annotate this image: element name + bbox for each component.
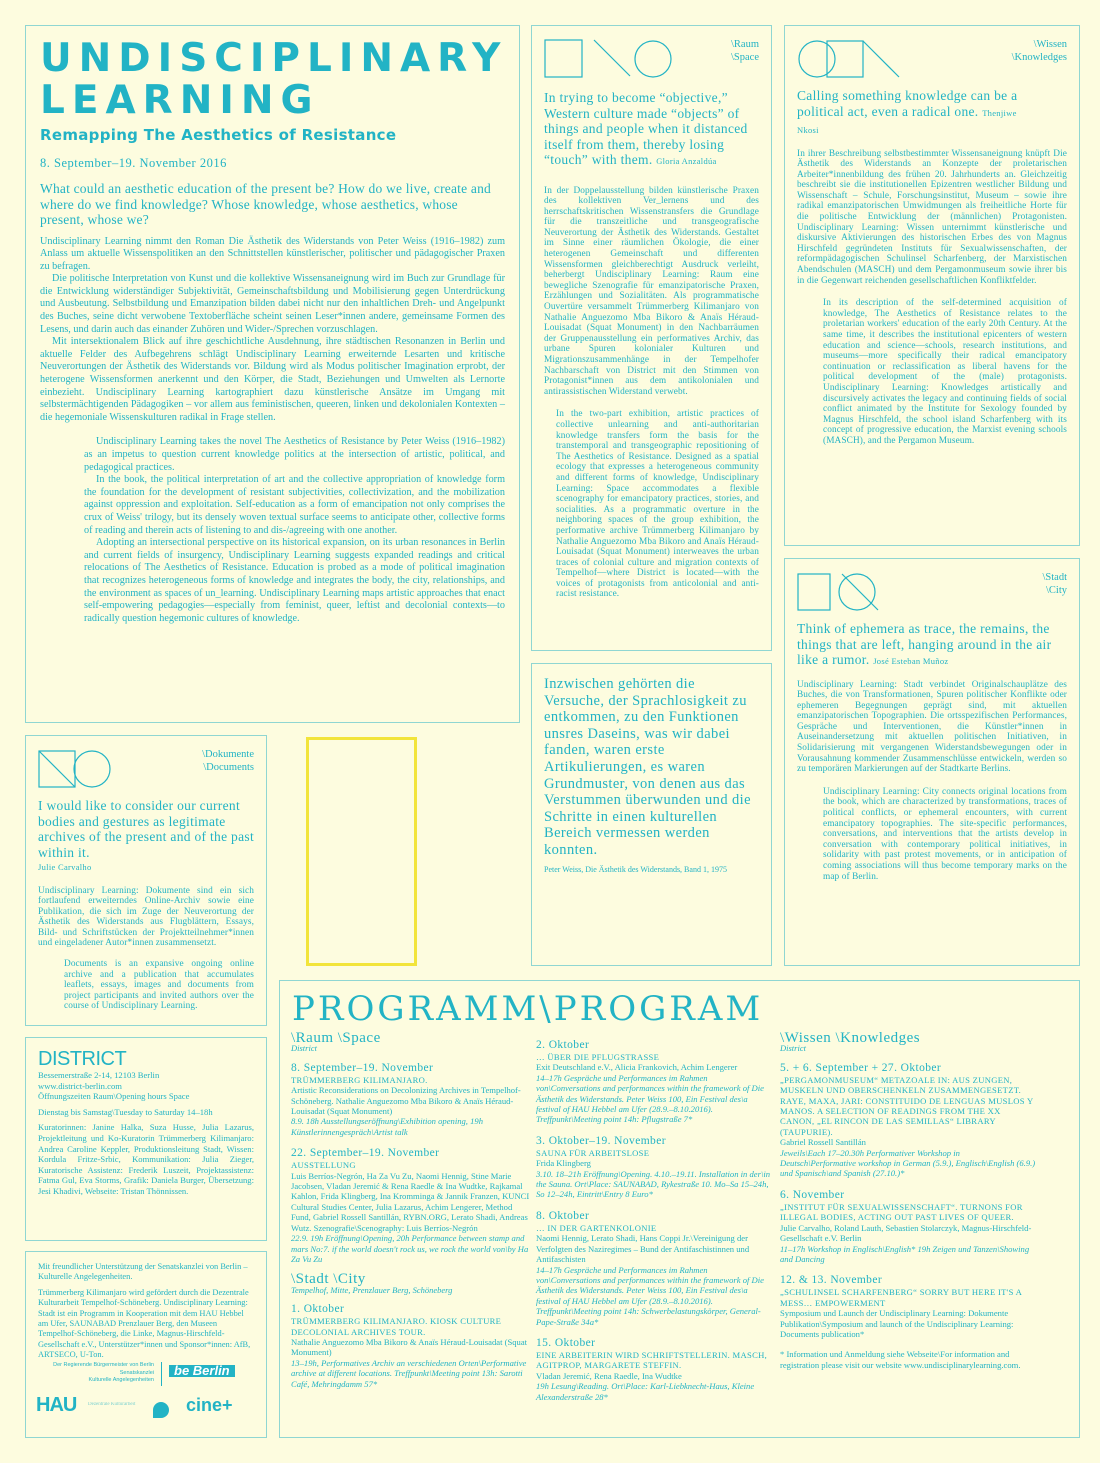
tag-en: \City [1045, 585, 1067, 596]
event-info: 3.10. 18–21h Eröffnung\Opening. 4.10.–19.11. Installation in der\in the Sauna. Ort\Place: SAUNABAD, Rykestraße 10. Mo–Sa 15–24h, So 12–24h, Eintritt\Entry 8 Euro* [536, 1168, 771, 1200]
subtitle: Remapping The Aesthetics of Resistance [40, 126, 397, 144]
event-details: Symposium und Launch der Undisciplinary Learning: Dokumente Publikation\Symposium and launch of the Undisciplinary Learning: Documents publication* [780, 1308, 1014, 1339]
program-event [536, 1337, 772, 1402]
event-info: 19h Lesung\Reading. Ort\Place: Karl-Liebknecht-Haus, Kleine Alexanderstraße 28* [536, 1381, 755, 1402]
program-title: PROGRAMM\PROGRAM [292, 989, 764, 1029]
event-title: „SCHULINSEL SCHARFENBERG“ SORRY BUT HERE IT'S A MESS… EMPOWERMENT [780, 1287, 1022, 1308]
section-heading: \Wissen \Knowledges [780, 1030, 921, 1046]
quote-author: Julie Carvalho [38, 862, 92, 872]
raum-english: In the two-part exhibition, artistic practices of collective unlearning and anti-authoritarian knowledge transfers form the basis for the transtemporal and transgeographic repositioning of The Aesthetics of Resistance. Designed as a spatial ecology that expresses a heterogeneous community and different forms of knowledge, Undisciplinary Learning: Space accommodates a flexible scenography for emancipatory practices, stories, and socialities. As a programmatic overture in the neighboring spaces of the group exhibition, the performative archive Trümmerberg Kilimanjaro by Nathalie Anguezomo Mba Bikoro and Anaïs Héraud-Louisadat (Squat Monument) interweaves the urban traces of colonial culture and migration contexts of Tempelhof—where District is located—with the voices of protagonists from anticolonial and anti-racist resistance. [556, 409, 759, 600]
quote-author: José Esteban Muñoz [873, 656, 949, 666]
square-circle-line-icon [797, 571, 897, 613]
stadt-panel [784, 558, 1080, 966]
program-event [536, 1210, 772, 1327]
event-title: „PERGAMONMUSEUM“ METAZOALE IN: AUS ZUNGEN, MUSKELN UND OBERSCHENKELN ZUSAMMENGESETZT. RAYE, MAXA, JARI: CONSTITUIDO DE LENGUAS MUSLOS Y MANOS. A SELECTION OF READINGS FROM THE XX CANON, „EL RINCON DE LAS SEMILLAS“ LIBRARY (TAUPURIE). [780, 1074, 1034, 1137]
program-event [780, 1189, 1036, 1264]
event-details: Nathalie Anguezomo Mba Bikoro & Anaïs Héraud-Louisadat (Squat Monument) [291, 1336, 528, 1358]
district-url[interactable]: www.district-berlin.com [38, 1080, 122, 1091]
event-details: Julie Carvalho, Roland Lauth, Sebastien Stolarczyk, Magnus-Hirschfeld-Gesellschaft e.V. Berlin [780, 1222, 1032, 1244]
funding-note: Trümmerberg Kilimanjaro wird gefördert durch die Dezentrale Kulturarbeit Tempelhof-Schöneberg. Undisciplinary Learning: Stadt ist ein Programm in Kooperation mit dem HAU Hebbel am Ufer, SAUNABAD Prenzlauer Berg, den Museen Tempelhof-Schöneberg, die Linke, Magnus-Hirschfeld-Gesellschaft e.V., Unterstützer*innen und Sponsor*innen: AfB, ARTSECO, U-Ton. [38, 1287, 251, 1360]
program-column-wissen [780, 1030, 1036, 1370]
paragraph: Undisciplinary Learning nimmt den Roman Die Ästhetik des Widerstands von Peter Weiss (1916–1982) zum Anlass um aktuelle Wissenspolitiken an den Schnittstellen künstlerischer, politischer und pädagogischer Praxen zu befragen. [40, 235, 505, 272]
raum-german: In der Doppelausstellung bilden künstlerische Praxen des kollektiven Ver_lernens und des herrschaftskritischen Wissenstransfers die Grundlage für die transzeitliche und transgeografische Neuverortung der Ästhetik des Widerstands. Gestaltet im Sinne einer räumlichen Ökologie, die einer heterogenen Gemeinschaft und differenten Wissensformen gleichberechtigt Ausdruck verleiht, beherbergt Undisciplinary Learning: Raum eine bewegliche Szenografie für emanzipatorische Praxen, Erzählungen und Sozialitäten. Als programmatische Ouvertüre versammelt Trümmerberg Kilimanjaro von Nathalie Anguezomo Mba Bikoro & Anaïs Héraud-Louisadat (Squat Monument) in den Nachbarräumen der Gruppenausstellung ein performatives Archiv, das urbane Spuren kolonialer Kulturen und Migrationszusammenhänge in der Tempelhofer Nachbarschaft von District mit den Stimmen von Protagonist*innen aus dem antikolonialen und antirassistischen Widerstand verwebt. [544, 185, 759, 397]
event-title: … IN DER GARTENKOLONIE [536, 1222, 657, 1233]
event-date: 1. Oktober [291, 1303, 345, 1316]
dokumente-panel [25, 735, 267, 1026]
weiss-quote-panel [531, 663, 772, 966]
lead-question: What could an aesthetic education of the present be? How do we live, create and where do we find knowledge? Whose knowledge, whose aesthetics, whose present, whose we? [40, 181, 491, 227]
intro-panel [25, 25, 520, 723]
section-tag [1042, 571, 1067, 597]
event-title: SAUNA FÜR ARBEITSLOSE [536, 1147, 650, 1158]
event-details: Vladan Jeremić, Rena Raedle, Ina Wudtke [536, 1370, 682, 1381]
event-date: 15. Oktober [536, 1336, 596, 1349]
dokumente-english: Documents is an expansive ongoing online archive and a publication that accumulates leaflets, essays, images and documents from project participants and invited authors over the course of Undisciplinary Learning. [64, 959, 254, 1012]
tag-en: \Knowledges [1011, 52, 1067, 63]
quote-author: Gloria Anzaldúa [656, 156, 717, 166]
wissen-english: In its description of the self-determined acquisition of knowledge, The Aesthetics of Resistance relates to the proletarian workers' education of the early 20th Century. At the same time, it describes the institutional epicenters of western education and science—schools, research institutions, and museums—more specifically their radical emancipatory continuation or reclassification as liberal havens for the political development of the (male) protagonists. Undisciplinary Learning: Knowledges artistically and discursively activates the legacy and continuing fields of social conflict animated by the Institute for Sexology founded by Magnus Hirschfeld, the school island Scharfenberg with its concept of progressive education, the Marxist evening schools (MASCH), and the Pergamon Museum. [823, 298, 1067, 446]
program-event [291, 1303, 531, 1389]
paragraph: In the book, the political interpretation of art and the collective appropriation of knowledge form the foundation for the development of resistant subjectivities, collectivization, and the mobilization against oppression and exploitation. Self-education as a form of emancipation not only comprises the crux of Weiss' trilogy, but its densely woven textual surface seems to anticipate other, collective forms of reading and therein acts of listening to and dis-/agreeing with one another. [84, 474, 505, 536]
tag-en: \Space [731, 52, 759, 63]
event-date: 5. + 6. September + 27. Oktober [780, 1061, 942, 1074]
event-info: 14–17h Gespräche und Performances im Rahmen von\Conversations and performances within the framework of Die Ästhetik des Widerstands. Peter Weiss 100, Ein Festival des\a festival of HAU Hebbel am Ufer (28.9.–8.10.2016). Treffpunkt\Meeting point 14h: Schwerbelastungskörper, General-Pape-Straße 34a* [536, 1264, 764, 1327]
intro-german [40, 236, 505, 425]
event-date: 6. November [780, 1188, 845, 1201]
event-date: 8. September–19. November [291, 1061, 434, 1074]
senat-line: Kulturelle Angelegenheiten [88, 1377, 154, 1383]
circle-square-line-icon [797, 38, 907, 80]
opening-hours-label: Öffnungszeiten Raum\Opening hours Space [38, 1091, 190, 1102]
section-location: District [780, 1043, 806, 1054]
program-event [291, 1147, 531, 1264]
event-title: TRÜMMERBERG KILIMANJARO. [291, 1074, 428, 1085]
event-title: „INSTITUT FÜR SEXUALWISSENSCHAFT“. TURNONS FOR ILLEGAL BODIES, ACTING OUT PAST LIVES OF QUEER. [780, 1201, 1023, 1223]
tag-de: \Stadt [1042, 572, 1067, 583]
event-title: EINE ARBEITERIN WIRD SCHRIFTSTELLERIN. MASCH, AGITPROP, MARGARETE STEFFIN. [536, 1349, 768, 1371]
program-event [536, 1039, 772, 1125]
event-details: Gabriel Rossell Santillán [780, 1137, 866, 1148]
quote [797, 621, 1067, 670]
title-line-1: UNDISCIPLINARY [40, 36, 508, 81]
yellow-frame [306, 737, 417, 966]
program-event [291, 1062, 531, 1137]
event-details: Frida Klingberg [536, 1158, 591, 1169]
dokumente-german: Undisciplinary Learning: Dokumente sind ein sich fortlaufend erweiterndes Online-Archiv sowie eine Publikation, die sich im Zuge der Neuverortung der Ästhetik des Widerstands aus Flugblättern, Essays, Bild- und Schriftstücken der Projektteilnehmer*innen und eingeladener Autor*innen zusammensetzt. [38, 885, 254, 949]
paragraph: Die politische Interpretation von Kunst und die kollektive Wissensaneignung wird im Buch zur Grundlage für die Entwicklung widerständiger Subjektivität, Gemeinschaftsbildung und Mobilisierung gegen Unterdrückung und Ausbeutung. Selbstbildung und Emanzipation bilden dabei nicht nur den inhaltlichen Dreh- und Angelpunkt des Buches, seine dicht verwobene Textoberfläche scheint seinen Leser*innen andere, gemeinsame Formen des Lesens, und darin auch das einander Zuhören und Wider-/Sprechen vorzuschlagen. [40, 273, 505, 335]
quote-text: I would like to consider our current bodies and gestures as legitimate archives of the present and of the past within it. [38, 798, 254, 860]
event-title: AUSSTELLUNG [291, 1160, 356, 1171]
senat-line: Der Regierende Bürgermeister von Berlin [53, 1362, 154, 1368]
support-note: Mit freundlicher Unterstützung der Senatskanzlei von Berlin – Kulturelle Angelegenheiten. [38, 1262, 248, 1282]
section-location: Tempelhof, Mitte, Prenzlauer Berg, Schöneberg [291, 1284, 453, 1295]
paragraph: Adopting an intersectional perspective on its historical expansion, on its urban resonances in Berlin and current fields of insurgency, Undisciplinary Learning suggests expanded readings and critical relocations of The Aesthetics of Resistance. Education is probed as a mode of political imagination that recognizes heterogeneous forms of knowledge and integrates the body, the city, relationships, and the environment as spaces of un_learning. Undisciplinary Learning maps artistic approaches that enact self-empowering pedagogies—especially from feminist, queer, leftist and decolonial contexts—to radically question hegemonic cultures of knowledge. [84, 537, 505, 624]
event-details: Exit Deutschland e.V., Alicia Frankovich, Achim Lengerer [536, 1062, 738, 1073]
quote [797, 88, 1027, 139]
senat-line: Senatskanzlei [119, 1369, 154, 1376]
event-details: Naomi Hennig, Lerato Shadi, Hans Coppi Jr.\Vereinigung der Verfolgten des Naziregimes – Bund der Antifaschistinnen und Antifaschisten [536, 1233, 750, 1265]
quote-author: Thenjiwe Nkosi [797, 107, 1017, 135]
paragraph: Mit intersektionalem Blick auf ihre geschichtliche Ausdehnung, ihre städtischen Resonanzen in Berlin und aktuelle Felder des Aufbegehrens schlägt Undisciplinary Learning erweiternde Lesarten und kritische Neuverortungen der Ästhetik des Widerstands vor. Bildung wird als Modus politischer Imagination erprobt, der heterogene Wissensformen anerkennt und den Körper, die Stadt, Beziehungen und Umwelten als Lernorte einbezieht. Undisciplinary Learning kartographiert dazu künstlerische Ansätze im Umgang mit selbstermächtigenden Pädagogiken – vor allem aus feministischen, queeren, linken und dekolonialen Kontexten – die hegemoniale Wissenskulturen radikal in Frage stellen. [40, 336, 505, 423]
district-address: Bessemerstraße 2-14, 12103 Berlin [38, 1070, 160, 1080]
section-heading: \Stadt \City [291, 1271, 366, 1288]
tag-de: \Wissen [1033, 39, 1067, 50]
stadt-english: Undisciplinary Learning: City connects original locations from the book, which are characterized by transformations, traces of political conflicts, or ephemeral encounters, with current emancipatory topographies. The site-specific performances, conversations, and interventions that the artists develop in conversation with contemporary political initiatives, in solidarity with past protest movements, or in anticipation of coming associations will thus become temporary marks on the map of Berlin. [823, 786, 1067, 882]
tag-en: \Documents [203, 762, 254, 773]
opening-hours: Dienstag bis Samstag\Tuesday to Saturday 14–18h [38, 1106, 213, 1117]
d-logo [153, 1402, 169, 1418]
district-logo: DISTRICT [38, 1048, 127, 1070]
section-location: District [291, 1043, 317, 1054]
intro-english [40, 436, 505, 625]
hau-logo: HAU [36, 1394, 77, 1416]
title-line-2: LEARNING [40, 78, 320, 123]
section-heading: \Raum \Space [291, 1030, 381, 1046]
quote [544, 90, 759, 170]
program-footnote: * Information und Anmeldung siehe Webseite\For information and registration please visit our website www.undisciplinarylearning.com. [780, 1349, 1021, 1370]
event-info: Jeweils\Each 17–20.30h Performativer Workshop in Deutsch\Performative workshop in German (5.9.), Englisch\English (6.9.) und Spanisch\and Spanish (27.10.)* [780, 1147, 1036, 1179]
exhibition-dates: 8. September–19. November 2016 [40, 156, 227, 170]
section-tag [731, 38, 759, 64]
senat-logo [36, 1362, 154, 1385]
district-panel [25, 1037, 267, 1241]
sponsors-panel [25, 1251, 267, 1438]
event-title: TRÜMMERBERG KILIMANJARO. KIOSK CULTURE DECOLONIAL ARCHIVES TOUR. [291, 1316, 502, 1337]
line-square-circle-icon [38, 748, 114, 790]
event-details: Luis Berríos-Negrón, Ha Za Vu Zu, Naomi Hennig, Stine Marie Jacobsen, Vladan Jeremić & Rena Raedle & Ina Wudtke, Rajkamal Kahlon, Frida Klingberg, Ina Kromminga & Jannik Franzen, KUNCI Cultural Studies Center, Julia Lazarus, Achim Lengerer, Method Fund, Gabriel Rossell Santillán, RYBN.ORG, Lerato Shadi, Andreas Wutz. Szenografie\Scenography: Luis Berríos-Negrón [291, 1170, 530, 1233]
event-date: 2. Oktober [536, 1039, 590, 1051]
tag-de: \Dokumente [202, 749, 254, 760]
credits: Kuratorinnen: Janine Halka, Suza Husse, Julia Lazarus, Projektleitung und Ko-Kuratorin Trümmerberg Kilimanjaro: Andrea Caroline Keppler, Produktionsleitung Stadt, Wissen: Kordula Fritze-Srbic, Kommunikation: Julia Zieger, Kuratorische Assistenz: Frederik Luszeit, Projektassistenz: Fatma Gul, Eva Storms, Grafik: Daniela Burger, Übersetzung: Jesi Khadivi, Webseite: Tristan Thönnissen. [38, 1122, 254, 1196]
program-event [536, 1135, 772, 1200]
program-column-stadt-events [536, 1039, 772, 1412]
divider [161, 1362, 162, 1386]
raum-panel [531, 25, 772, 651]
cine-plus-logo: cine+ [186, 1395, 233, 1415]
be-berlin-logo: be Berlin [169, 1365, 235, 1377]
square-line-circle-icon [544, 38, 674, 80]
event-date: 12. & 13. November [780, 1274, 883, 1287]
quote [38, 798, 254, 876]
event-info: 14–17h Gespräche und Performances im Rahmen von\Conversations and performances within the framework of Die Ästhetik des Widerstands. Peter Weiss 100, Ein Festival des\a festival of HAU Hebbel am Ufer (28.9.–8.10.2016). Treffpunkt\Meeting point 14h: Pflugstraße 7* [536, 1072, 764, 1125]
weiss-quote-author: Peter Weiss, Die Ästhetik des Widerstands, Band 1, 1975 [544, 864, 727, 874]
event-date: 22. September–19. November [291, 1147, 440, 1160]
event-title: … ÜBER DIE PFLUGSTRASSE [536, 1052, 660, 1062]
section-tag [1012, 38, 1067, 64]
program-event [780, 1062, 1036, 1179]
stadt-german: Undisciplinary Learning: Stadt verbindet Originalschauplätze des Buches, die von Transformationen, Spuren politischer Konflikte oder ephemeren Begegnungen geprägt sind, mit aktuellen emanzipatorischen Topographien. Die ortsspezifischen Performances, Gespräche und Interventionen, die Künstler*innen in Auseinandersetzung mit aktuellen politischen Initiativen, in Solidarisierung mit vergangenen Widerstandsbewegungen oder in Vorausahnung kommender Zusammenschlüsse entwickeln, werden so zu temporären Markierungen auf der Stadtkarte Berlins. [797, 679, 1067, 775]
event-info: 13–19h, Performatives Archiv an verschiedenen Orten\Performative archive at different locations. Treffpunkt\Meeting point 13h: Sarotti Café, Mehringdamm 57* [291, 1357, 527, 1389]
quote-text: Calling something knowledge can be a political act, even a radical one. [797, 88, 1018, 119]
event-details: Artistic Reconsiderations on Decolonizing Archives in Tempelhof-Schöneberg. Nathalie Anguezomo Mba Bikoro & Anaïs Héraud-Louisadat (Squat Monument) [291, 1085, 521, 1117]
tag-de: \Raum [731, 39, 759, 50]
event-info: 11–17h Workshop in Englisch\English* 19h Zeigen und Tanzen\Showing and Dancing [780, 1243, 1030, 1264]
paragraph: Undisciplinary Learning takes the novel The Aesthetics of Resistance by Peter Weiss (1916–1982) as an impetus to question current knowledge politics at the intersection of artistic, political, and pedagogical practices. [84, 436, 505, 473]
wissen-german: In ihrer Beschreibung selbstbestimmter Wissensaneignung knüpft Die Ästhetik des Widerstands an Konzepte der proletarischen Arbeiter*innenbildung des frühen 20. Jahrhunderts an. Gleichzeitig beschreibt sie die institutionellen Epizentren westlicher Bildung und Wissenschaft – Schule, Forschungsinstitut, Museum – sowie ihre radikal emanzipatorischen Umwidmungen als freiheitliche Horte für die politische Entwicklung der (männlichen) Protagonisten. Undisciplinary Learning: Wissen unternimmt künstlerische und diskursive Aktivierungen des historischen Erbes des von Magnus Hirschfeld gegründeten Instituts für Sexualwissenschaften, der reformpädagogischen Schulinsel Scharfenberg, der Marxistischen Abendschulen (MASCH) und dem Pergamonmuseum sowie ihrer bis in die Gegenwart reichenden gesellschaftlichen Konfliktfelder. [797, 148, 1067, 286]
wissen-panel [784, 25, 1080, 546]
program-panel [279, 980, 1080, 1438]
program-column-raum-stadt [291, 1030, 531, 1399]
event-date: 3. Oktober–19. November [536, 1134, 666, 1147]
weiss-quote-text: Inzwischen gehörten die Versuche, der Sprachlosigkeit zu entkommen, zu den Funktionen unsres Daseins, was wir dabei fanden, waren erste Artikulierungen, es waren Grundmuster, von denen aus das Verstummen überwunden und die Schritte in einen kulturellen Bereich vermessen werden konnten. [544, 676, 751, 858]
event-info: 22.9. 19h Eröffnung\Opening, 20h Performance between stamp and mars No:7. if the world doesn't rock us, we rock the world von\by Ha Za Vu Zu [291, 1233, 529, 1264]
event-date: 8. Oktober [536, 1209, 590, 1222]
program-event [780, 1274, 1036, 1339]
dezentrale-logo: Dezentrale Kulturarbeit [88, 1402, 136, 1407]
section-tag [202, 748, 254, 774]
event-info: 8.9. 18h Ausstellungseröffnung\Exhibition opening, 19h Künstlerinnengespräch\Artist talk [291, 1116, 483, 1137]
quote-text: Think of ephemera as trace, the remains, the things that are left, hanging around in the air like a rumor. [797, 621, 1052, 667]
quote-text: In trying to become “objective,” Western culture made “objects” of things and people when it distanced itself from them, thereby losing “touch” with them. [544, 90, 748, 167]
